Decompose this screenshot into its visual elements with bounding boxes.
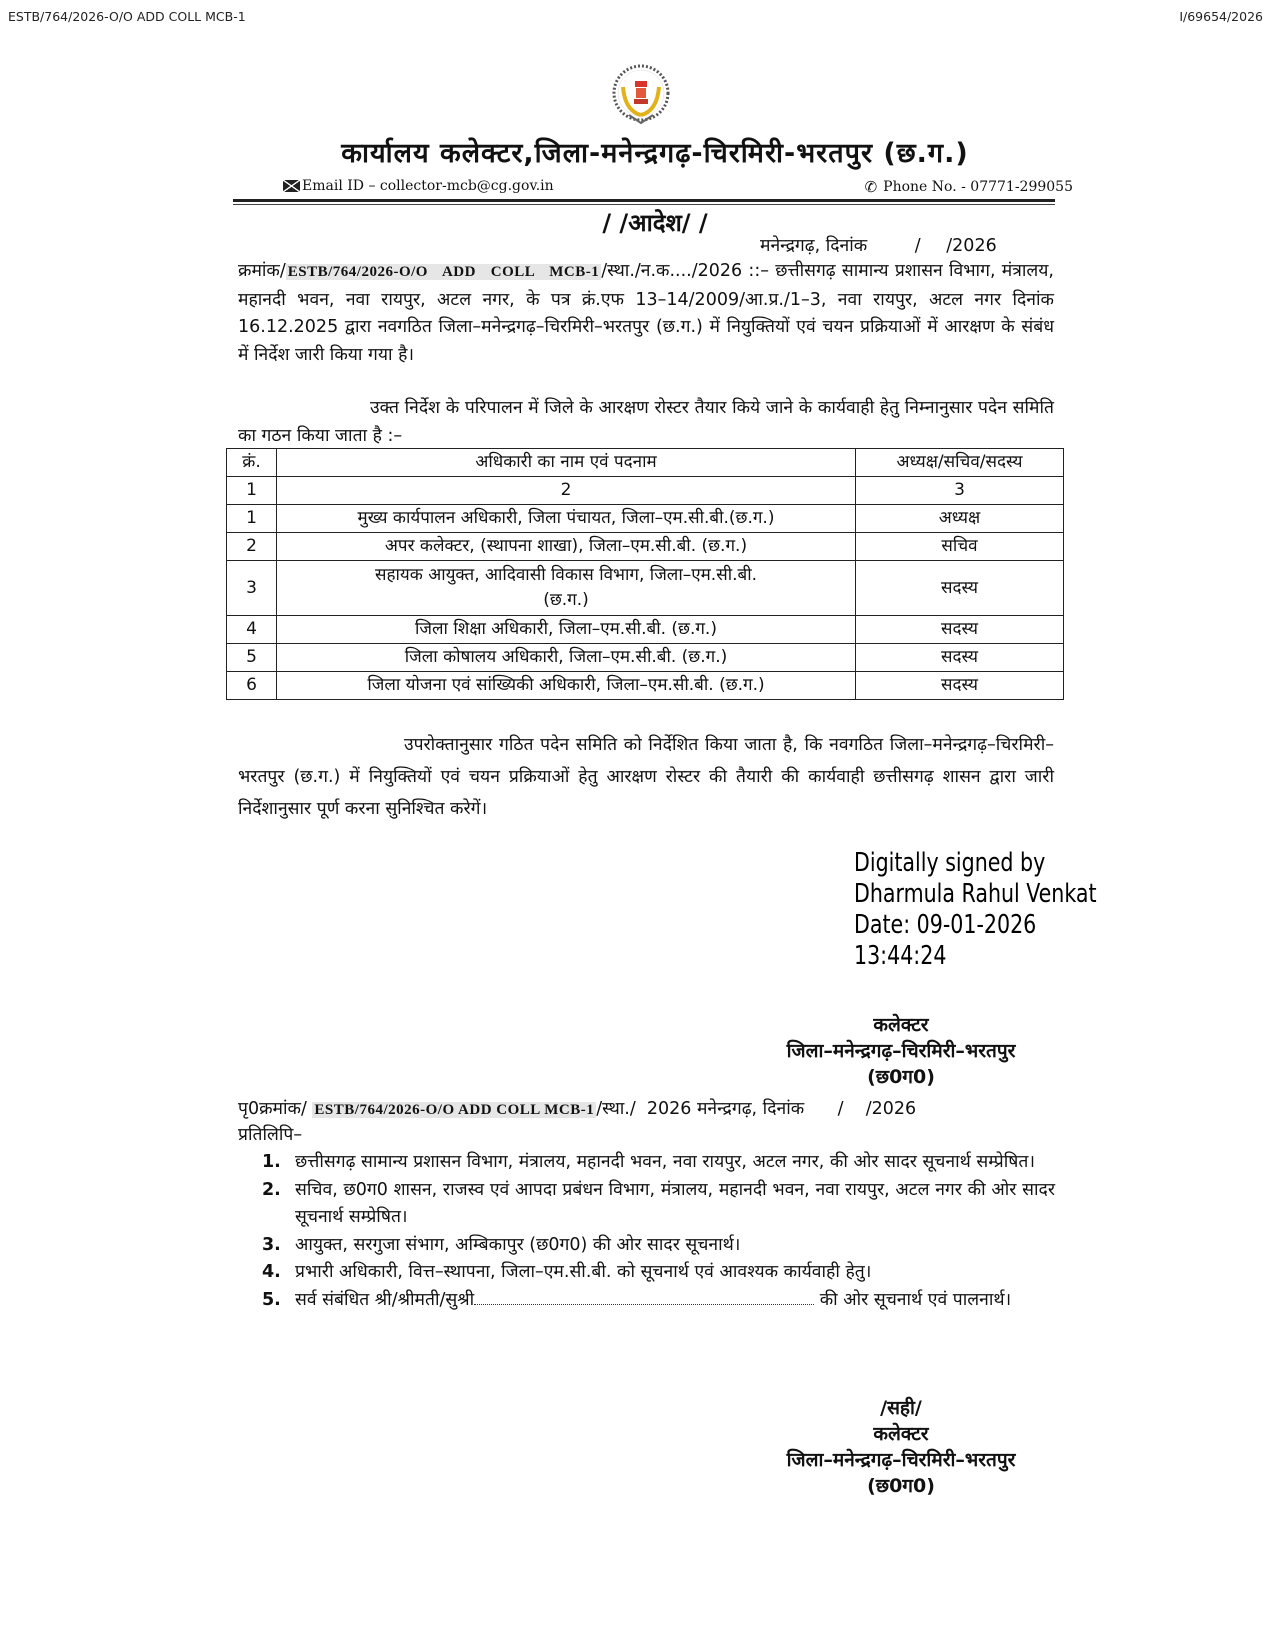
serial-cell: 5 <box>227 644 277 672</box>
list-item <box>262 1259 1055 1287</box>
item-number: 3. <box>262 1234 281 1255</box>
item-number: 1. <box>262 1152 281 1172</box>
place-date-line <box>760 233 1060 261</box>
signatory-state: (छ0ग0) <box>867 1475 935 1497</box>
column-number: 3 <box>856 477 1064 505</box>
officer-cell: जिला कोषालय अधिकारी, जिला–एम.सी.बी. (छ.ग.) <box>277 644 856 672</box>
signatory-designation: कलेक्टर <box>873 1423 929 1445</box>
signatory-designation: कलेक्टर <box>873 1014 929 1036</box>
role-cell: सचिव <box>856 533 1064 561</box>
date-separator: / <box>914 236 921 256</box>
order-paragraph-3: उपरोक्तानुसार गठित पदेन समिति को निर्देशित किया जाता है, कि नवगठित जिला–मनेन्द्रगढ़–चिरमिरी–भरतपुर (छ.ग.) में नियुक्तियों एवं चयन प्रक्रियाओं हेतु आरक्षण रोस्टर की तैयारी की कार्यवाही छत्तीसगढ़ शासन द्वारा जारी निर्देशानुसार पूर्ण करना सुनिश्चित करेगें। <box>238 735 1054 819</box>
endorsement-line <box>238 1096 1068 1125</box>
role-cell: सदस्य <box>856 672 1064 700</box>
contact-row <box>283 178 1073 198</box>
reference-code: ESTB/764/2026-O/O ADD COLL MCB-1 <box>287 264 600 280</box>
dsig-time: 13:44:24 <box>854 941 947 971</box>
endorsement-rest: /स्था./ 2026 मनेन्द्रगढ़, दिनांक / /2026 <box>596 1099 917 1119</box>
paragraph-1-text: /स्था./न.क..../2026 ::– छत्तीसगढ़ सामान्य प्रशासन विभाग, मंत्रालय, महानदी भवन, नवा रायपुर, अटल नगर, के पत्र क्रं.एफ 13–14/2009/आ.प्र./1–3, नवा रायपुर, अटल नगर दिनांक 16.12.2025 द्वारा नवगठित जिला–मनेन्द्रगढ़–चिरमिरी–भरतपुर (छ.ग.) में नियुक्तियों एवं चयन प्रक्रियाओं में आरक्षण के संबंध में निर्देश जारी किया गया है। <box>238 261 1054 365</box>
officer-cell: अपर कलेक्टर, (स्थापना शाखा), जिला–एम.सी.बी. (छ.ग.) <box>277 533 856 561</box>
inward-number: I/69654/2026 <box>1179 9 1263 24</box>
table-row <box>227 616 1064 644</box>
item-text: आयुक्त, सरगुजा संभाग, अम्बिकापुर (छ0ग0) की ओर सादर सूचनार्थ। <box>295 1234 741 1255</box>
item-text: प्रभारी अधिकारी, वित्त–स्थापना, जिला–एम.सी.बी. को सूचनार्थ एवं आवश्यक कार्यवाही हेतु। <box>295 1262 872 1282</box>
phone-label: Phone No. - 07771-299055 <box>883 179 1073 195</box>
signatory-state: (छ0ग0) <box>867 1066 935 1088</box>
envelope-icon <box>283 180 300 192</box>
item-text-after: की ओर सूचनार्थ एवं पालनार्थ। <box>814 1289 1012 1310</box>
header-role: अध्यक्ष/सचिव/सदस्य <box>856 449 1064 477</box>
list-item <box>262 1287 1055 1315</box>
signatory-district: जिला–मनेन्द्रगढ़–चिरमिरी–भरतपुर <box>786 1040 1016 1062</box>
signed-mark: /सही/ <box>880 1397 922 1419</box>
phone-contact <box>865 178 1073 196</box>
table-row <box>227 505 1064 533</box>
blank-name-field <box>474 1287 814 1305</box>
document-reference: ESTB/764/2026-O/O ADD COLL MCB-1 <box>8 9 246 24</box>
serial-cell: 3 <box>227 561 277 616</box>
endorsement-prefix: पृ0क्रमांक/ <box>238 1099 313 1119</box>
list-item <box>262 1149 1055 1177</box>
ref-prefix: क्रमांक/ <box>238 261 286 281</box>
order-paragraph-2: उक्त निर्देश के परिपालन में जिले के आरक्षण रोस्टर तैयार किये जाने के कार्यवाही हेतु निम्नानुसार पदेन समिति का गठन किया जाता है :– <box>238 398 1054 446</box>
table-row <box>227 672 1064 700</box>
endorsement-reference-code: ESTB/764/2026-O/O ADD COLL MCB-1 <box>314 1102 595 1118</box>
serial-cell: 2 <box>227 533 277 561</box>
item-text: सचिव, छ0ग0 शासन, राजस्व एवं आपदा प्रबंधन विभाग, मंत्रालय, महानदी भवन, नवा रायपुर, अटल नगर की ओर सादर सूचनार्थ सम्प्रेषित। <box>295 1179 1055 1227</box>
dsig-line: Digitally signed by <box>854 848 1046 878</box>
office-title: कार्यालय कलेक्टर,जिला-मनेन्द्रगढ़-चिरमिरी-भरतपुर (छ.ग.) <box>341 138 969 169</box>
serial-cell: 1 <box>227 505 277 533</box>
header-officer: अधिकारी का नाम एवं पदनाम <box>277 449 856 477</box>
column-number: 1 <box>227 477 277 505</box>
date-year: /2026 <box>946 236 997 256</box>
item-text-before: सर्व संबंधित श्री/श्रीमती/सुश्री <box>295 1289 475 1310</box>
serial-cell: 6 <box>227 672 277 700</box>
list-item <box>262 1232 1055 1260</box>
header-serial: क्रं. <box>227 449 277 477</box>
email-label[interactable]: Email ID – collector-mcb@cg.gov.in <box>302 178 554 194</box>
item-text: छत्तीसगढ़ सामान्य प्रशासन विभाग, मंत्रालय, महानदी भवन, नवा रायपुर, अटल नगर, की ओर सादर सूचनार्थ सम्प्रेषित। <box>295 1152 1036 1172</box>
dsig-date: Date: 09-01-2026 <box>854 910 1037 940</box>
committee-table <box>226 448 1064 700</box>
header-divider-thin <box>233 204 1055 205</box>
table-column-number-row <box>227 477 1064 505</box>
digital-signature[interactable] <box>854 848 1136 972</box>
table-row <box>227 561 1064 616</box>
chhattisgarh-emblem-logo-icon <box>611 57 671 135</box>
email-contact <box>283 178 554 194</box>
signatory-district: जिला–मनेन्द्रगढ़–चिरमिरी–भरतपुर <box>786 1449 1016 1471</box>
header-divider <box>233 199 1055 202</box>
place-date-prefix: मनेन्द्रगढ़, दिनांक <box>760 236 868 256</box>
officer-cell: जिला शिक्षा अधिकारी, जिला–एम.सी.बी. (छ.ग.) <box>277 616 856 644</box>
table-header-row <box>227 449 1064 477</box>
order-heading: / /आदेश/ / <box>602 209 708 237</box>
officer-cell: सहायक आयुक्त, आदिवासी विकास विभाग, जिला–एम.सी.बी. (छ.ग.) <box>277 561 856 616</box>
table-row <box>227 644 1064 672</box>
role-cell: सदस्य <box>856 644 1064 672</box>
officer-cell: जिला योजना एवं सांख्यिकी अधिकारी, जिला–एम.सी.बी. (छ.ग.) <box>277 672 856 700</box>
serial-cell: 4 <box>227 616 277 644</box>
item-number: 4. <box>262 1262 281 1282</box>
dsig-signer: Dharmula Rahul Venkat <box>854 879 1097 909</box>
role-cell: सदस्य <box>856 561 1064 616</box>
table-row <box>227 533 1064 561</box>
role-cell: सदस्य <box>856 616 1064 644</box>
role-cell: अध्यक्ष <box>856 505 1064 533</box>
officer-cell: मुख्य कार्यपालन अधिकारी, जिला पंचायत, जिला–एम.सी.बी.(छ.ग.) <box>277 505 856 533</box>
signatory-block <box>740 1012 1062 1090</box>
item-number: 5. <box>262 1289 281 1310</box>
column-number: 2 <box>277 477 856 505</box>
signatory-block-copy <box>740 1395 1062 1499</box>
copy-list <box>262 1149 1055 1314</box>
copy-to-label: प्रतिलिपि– <box>238 1125 303 1145</box>
phone-icon: ✆ <box>864 178 878 196</box>
item-number: 2. <box>262 1179 281 1200</box>
list-item <box>262 1177 1055 1232</box>
order-paragraph-1 <box>238 258 1054 369</box>
